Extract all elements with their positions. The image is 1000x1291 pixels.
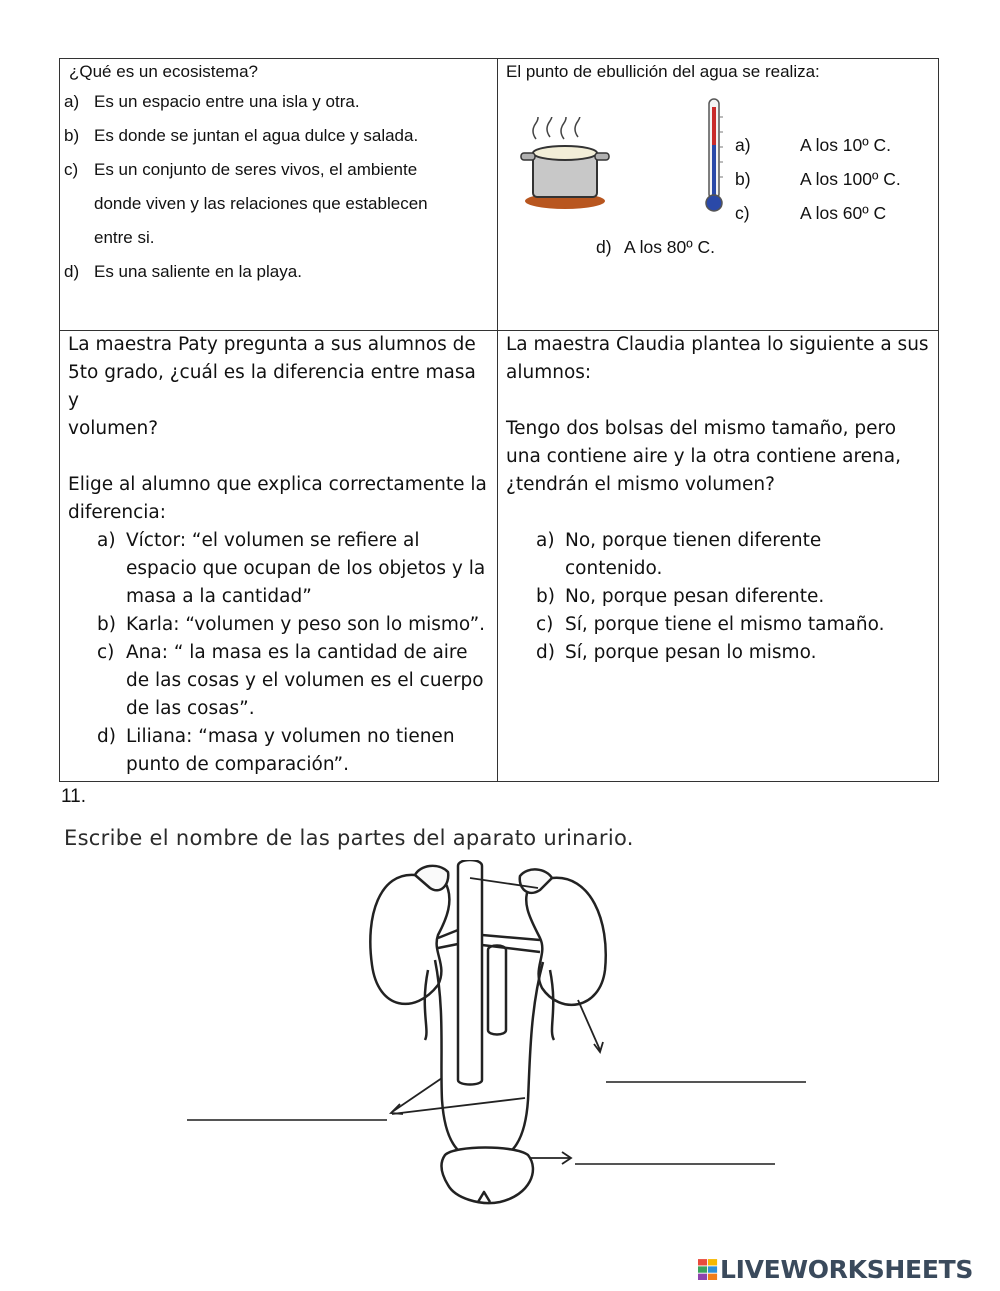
question-boiling-point [498,59,938,330]
option-b: b) Karla: “volumen y peso son lo mismo”. [97,614,486,635]
option-c-text: A los 60º C [800,203,887,223]
option-a-text: A los 10º C. [800,135,892,155]
answer-line-ureter[interactable] [187,1119,387,1121]
question-instruction: Elige al alumno que explica correctamente la diferencia: [68,474,487,523]
urinary-system-diagram [360,860,620,1210]
liveworksheets-logo-icon [698,1258,718,1282]
option-b-letter: b) [735,169,751,189]
option-d-letter: d) [596,237,612,257]
question-mass-volume [60,331,497,779]
option-a: a) Víctor: “el volumen se refiere al espacio que ocupan de los objetos y la masa a la cantidad” [97,530,486,607]
option-a: a) Es un espacio entre una isla y otra. [64,92,360,111]
answer-line-bladder[interactable] [575,1163,775,1165]
question-table [59,58,939,782]
option-a-letter: a) [735,135,751,155]
option-d: d) Es una saliente en la playa. [64,262,302,281]
option-d: d) Liliana: “masa y volumen no tienen punto de comparación”. [97,726,455,775]
option-b: b) Es donde se juntan el agua dulce y salada. [64,126,419,145]
urinary-system-instruction: Escribe el nombre de las partes del aparato urinario. [64,826,634,850]
question-intro: La maestra Claudia plantea lo siguiente a sus alumnos: [506,334,929,383]
option-d-text: A los 80º C. [624,237,716,257]
question-title: ¿Qué es un ecosistema? [69,62,258,81]
question-bags-volume [498,331,938,667]
thermometer-icon [700,97,728,215]
option-d: d) Sí, porque pesan lo mismo. [536,642,817,663]
liveworksheets-logo [698,1255,973,1284]
option-b-text: A los 100º C. [800,169,901,189]
boiling-pot-icon [518,117,613,209]
option-c-letter: c) [735,203,750,223]
option-c: c) Sí, porque tiene el mismo tamaño. [536,614,885,635]
question-ecosystem [60,59,497,289]
option-b: b) No, porque pesan diferente. [536,586,825,607]
question-number: 11. [61,786,87,807]
answer-line-kidney[interactable] [606,1081,806,1083]
question-title: El punto de ebullición del agua se realiza: [506,62,820,81]
option-c: c) Ana: “ la masa es la cantidad de aire de las cosas y el volumen es el cuerpo de las cosas”. [97,642,484,719]
question-intro: La maestra Paty pregunta a sus alumnos de 5to grado, ¿cuál es la diferencia entre masa y volumen? [68,334,476,439]
liveworksheets-logo-text: LIVEWORKSHEETS [720,1255,974,1284]
option-c: c) Es un conjunto de seres vivos, el ambiente donde viven y las relaciones que establecen entre si. [64,160,428,247]
option-a: a) No, porque tienen diferente contenido. [536,530,822,579]
question-text: Tengo dos bolsas del mismo tamaño, pero una contiene aire y la otra contiene arena, ¿tendrán el mismo volumen? [506,418,902,495]
